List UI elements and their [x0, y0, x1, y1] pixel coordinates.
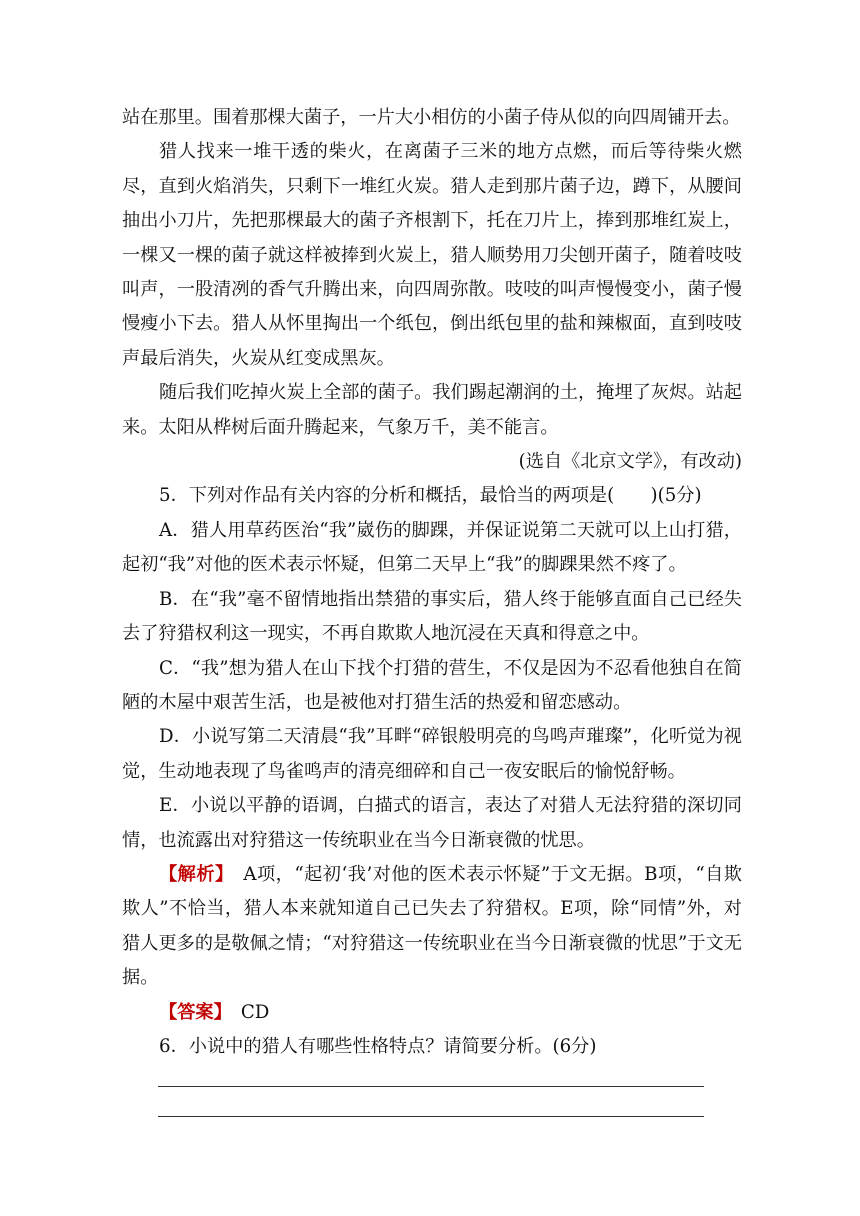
question-6-stem: 6．小说中的猎人有哪些性格特点？请简要分析。(6分) — [159, 1035, 597, 1057]
option-b: B．在“我”毫不留情地指出禁猎的事实后，猎人终于能够直面自己已经失去了狩猎权利这一现实，不再自欺欺人地沉浸在天真和得意之中。 — [122, 588, 742, 645]
document-body — [122, 101, 742, 1117]
question-5-stem: 5．下列对作品有关内容的分析和概括，最恰当的两项是( )(5分) — [159, 485, 702, 507]
option-e: E．小说以平静的语调，白描式的语言，表达了对猎人无法狩猎的深切同情，也流露出对狩猎这一传统职业在当今日渐衰微的忧思。 — [122, 795, 742, 851]
source-citation: (选自《北京文学》，有改动) — [518, 451, 742, 473]
story-paragraph: 站在那里。围着那棵大菌子，一片大小相仿的小菌子侍从似的向四周铺开去。 — [122, 107, 741, 128]
answer-label: 【答案】 — [159, 1001, 223, 1023]
answer-paragraph — [122, 996, 742, 1030]
option-d: D．小说写第二天清晨“我”耳畔“碎银般明亮的鸟鸣声璀璨”，化听觉为视觉，生动地表现了鸟雀鸣声的清亮细碎和自己一夜安眠后的愉悦舒畅。 — [122, 726, 742, 782]
analysis-paragraph — [122, 858, 742, 996]
option-c: C．“我”想为猎人在山下找个打猎的营生，不仅是因为不忍看他独自在简陋的木屋中艰苦生活，也是被他对打猎生活的热爱和留恋感动。 — [122, 657, 742, 713]
analysis-label: 【解析】 — [159, 863, 225, 885]
answer-text: CD — [240, 1001, 270, 1023]
option-a: A．猎人用草药医治“我”崴伤的脚踝，并保证说第二天就可以上山打猎，起初“我”对他的医术表示怀疑，但第二天早上“我”的脚踝果然不疼了。 — [122, 519, 742, 576]
analysis-text: A项，“起初‘我’对他的医术表示怀疑”于文无据。B项，“自欺欺人”不恰当，猎人本来就知道自己已失去了狩猎权。E项，除“同情”外，对猎人更多的是敬佩之情；“对狩猎这一传统职业在当今日渐衰微的忧思”于文无据。 — [122, 863, 742, 989]
story-paragraph: 猎人找来一堆干透的柴火，在离菌子三米的地方点燃，而后等待柴火燃尽，直到火焰消失，只剩下一堆红火炭。猎人走到那片菌子边，蹲下，从腰间抽出小刀片，先把那棵最大的菌子齐根割下，托在刀片上，捧到那堆红炭上，一棵又一棵的菌子就这样被捧到火炭上，猎人顺势用刀尖刨开菌子，随着吱吱叫声，一股清冽的香气升腾出来，向四周弥散。吱吱的叫声慢慢变小，菌子慢慢瘦小下去。猎人从怀里掏出一个纸包，倒出纸包里的盐和辣椒面，直到吱吱声最后消失，火炭从红变成黑灰。 — [122, 141, 742, 369]
answer-blank-line[interactable] — [158, 1086, 704, 1087]
answer-blank-line[interactable] — [158, 1116, 704, 1117]
story-paragraph: 随后我们吃掉火炭上全部的菌子。我们踢起潮润的土，掩埋了灰烬。站起来。太阳从桦树后面升腾起来，气象万千，美不能言。 — [122, 382, 742, 438]
